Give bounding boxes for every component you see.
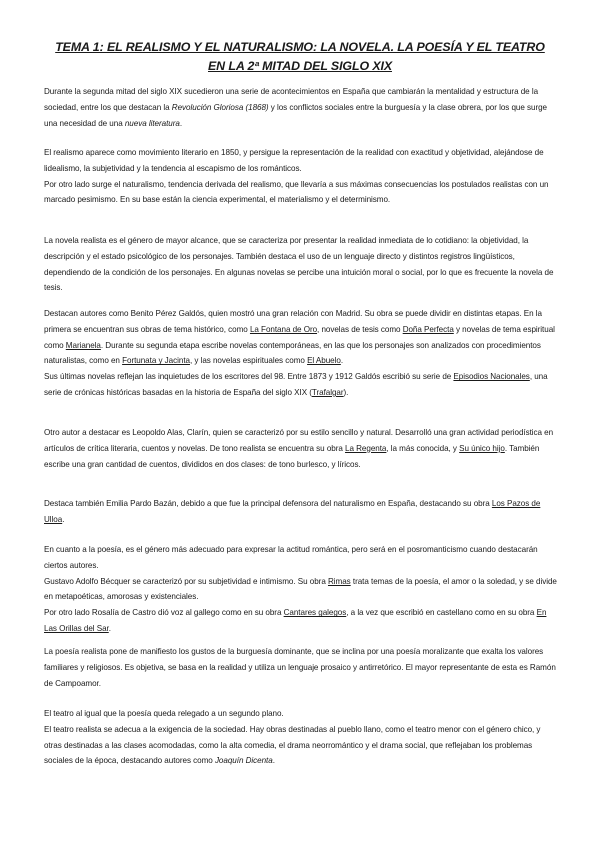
text: Gustavo Adolfo Bécquer se caracterizó por su subjetividad e intimismo. Su obra (44, 576, 328, 586)
text: trata temas de la poesía, el amor o la soledad, y se divide en metapoéticas, amorosas y existenciales. (44, 576, 557, 602)
text: ). (343, 387, 349, 397)
emphasis-nueva-literatura: nueva literatura (124, 118, 180, 128)
text: La poesía realista pone de manifiesto los gustos de la burguesía dominante, que se inclina por una poesía moralizante que exalta los valores familiares y religiosos. Es objetiva, se basa en la realidad y utiliza un lenguaje prosaico y antirretórico. El mayor representante de esta es Ramón de Campoamor. (44, 647, 556, 688)
text: El teatro al igual que la poesía queda relegado a un segundo plano. (44, 709, 284, 718)
paragraph-clarin (44, 425, 558, 472)
work-title: Fortunata y Jacinta (122, 356, 190, 366)
text: , novelas de tesis como (317, 324, 403, 334)
work-title: Episodios Nacionales (453, 372, 530, 382)
author-name: Joaquín Dicenta (214, 756, 273, 766)
work-title: Su único hijo (459, 443, 505, 453)
paragraph-realismo-naturalismo (44, 145, 558, 208)
text: Destacan autores como Benito Pérez Galdós, quien mostró una gran relación con Madrid. Su obra se puede dividir en distintas etapas. En la primera se encuentran sus obras de tema histórico, como (44, 309, 542, 334)
text: . (340, 356, 344, 366)
text: . (179, 118, 183, 128)
text-realismo: El realismo aparece como movimiento literario en 1850, y persigue la representación de la realidad con exactitud y objetividad, alejándose de lidealismo, la subjetividad y la tendencia al escapismo de los románticos. (44, 148, 544, 173)
paragraph-poesia-romantica (44, 542, 558, 637)
work-title: La Fontana de Oro (249, 324, 318, 334)
text: Destaca también Emilia Pardo Bazán, debido a que fue la principal defensora del naturalismo en España, destacando su obra (44, 499, 492, 508)
work-title: El Abuelo (307, 356, 341, 366)
text: Durante la segunda mitad del siglo XIX sucedieron una serie de acontecimientos en España que cambiarán la mentalidad y estructura de la sociedad, entre los que destacan la (44, 87, 539, 112)
work-title: Rimas (327, 576, 351, 586)
work-title: En Las Orillas del Sar (44, 608, 547, 633)
text: y los conflictos sociales entre la burguesía y la clase obrera, por los que surge una necesidad de una (44, 102, 548, 128)
paragraph-galdos (44, 306, 558, 401)
title-line-1: TEMA 1: EL REALISMO Y EL NATURALISMO: LA NOVELA. LA POESÍA Y EL TEATRO (55, 40, 545, 54)
text: , a la vez que escribió en castellano como en su obra (346, 608, 537, 618)
title-line-2: EN LA 2ª MITAD DEL SIGLO XIX (208, 59, 392, 73)
text: Sus últimas novelas reflejan las inquietudes de los escritores del 98. Entre 1873 y 1912 Galdós escribió su serie de (44, 372, 454, 382)
text: , y las novelas espirituales como (189, 356, 308, 366)
paragraph-novela-realista (44, 233, 558, 296)
text: . Durante su segunda etapa escribe novelas contemporáneas, en las que los personajes son analizados con procedimientos naturalistas, como en (44, 340, 541, 366)
page-title (40, 38, 560, 76)
text: , la más conocida, y (386, 443, 460, 453)
text: y novelas de tema espiritual como (44, 324, 555, 350)
paragraph-historical-context (44, 84, 558, 131)
text: En cuanto a la poesía, es el género más adecuado para expresar la actitud romántica, pero será en el posromanticismo cuando destacarán ciertos autores. (44, 545, 538, 570)
text: . (62, 514, 65, 524)
text: La novela realista es el género de mayor alcance, que se caracteriza por presentar la realidad inmediata de lo cotidiano: la objetividad, la descripción y el estado psicológico de los personajes. También destaca el uso de un lenguaje directo y distintos registros lingüísticos, dependiendo de la condición de los personajes. En algunas novelas se percibe una intuición moral o social, por lo que es frecuente la novela de tesis. (44, 236, 554, 293)
work-title: Doña Perfecta (402, 324, 454, 334)
text: Por otro lado Rosalía de Castro dió voz al gallego como en su obra (44, 608, 284, 618)
work-title: La Regenta (345, 443, 387, 453)
text: . (272, 756, 275, 766)
work-title: Marianela (65, 340, 101, 350)
work-title: Los Pazos de Ulloa (44, 499, 541, 524)
work-title: Trafalgar (311, 387, 344, 397)
paragraph-teatro (44, 706, 558, 769)
text: Otro autor a destacar es Leopoldo Alas, Clarín, quien se caracterizó por su estilo sencillo y natural. Desarrolló una gran actividad periodística en artículos de crítica literaria, cuentos y novelas. De tono realista se encuentra su obra (44, 428, 554, 453)
work-title: Cantares galegos (283, 608, 347, 618)
text: . (108, 623, 111, 633)
text: . También escribe una gran cantidad de cuentos, divididos en dos clases: de tono burlesco, y líricos. (44, 443, 540, 469)
text-naturalismo: Por otro lado surge el naturalismo, tendencia derivada del realismo, que llevaría a sus máximas consecuencias los postulados realistas con un marcado pesimismo. En su base están la ciencia experimental, el materialismo y el determinismo. (44, 179, 549, 205)
text: El teatro realista se adecua a la exigencia de la sociedad. Hay obras destinadas al pueblo llano, como el teatro menor con el género chico, y otras destinadas a las clases acomodadas, como la alta comedia, el drama neorromántico y el drama social, que reflejaban los problemas sociales de la época, destacando autores como (44, 724, 541, 766)
emphasis-revolucion-gloriosa: Revolución Gloriosa (1868) (171, 102, 269, 112)
paragraph-poesia-realista (44, 644, 558, 691)
text: , una serie de crónicas históricas basadas en la historia de España del siglo XIX ( (44, 372, 548, 397)
paragraph-pardo-bazan (44, 496, 558, 528)
